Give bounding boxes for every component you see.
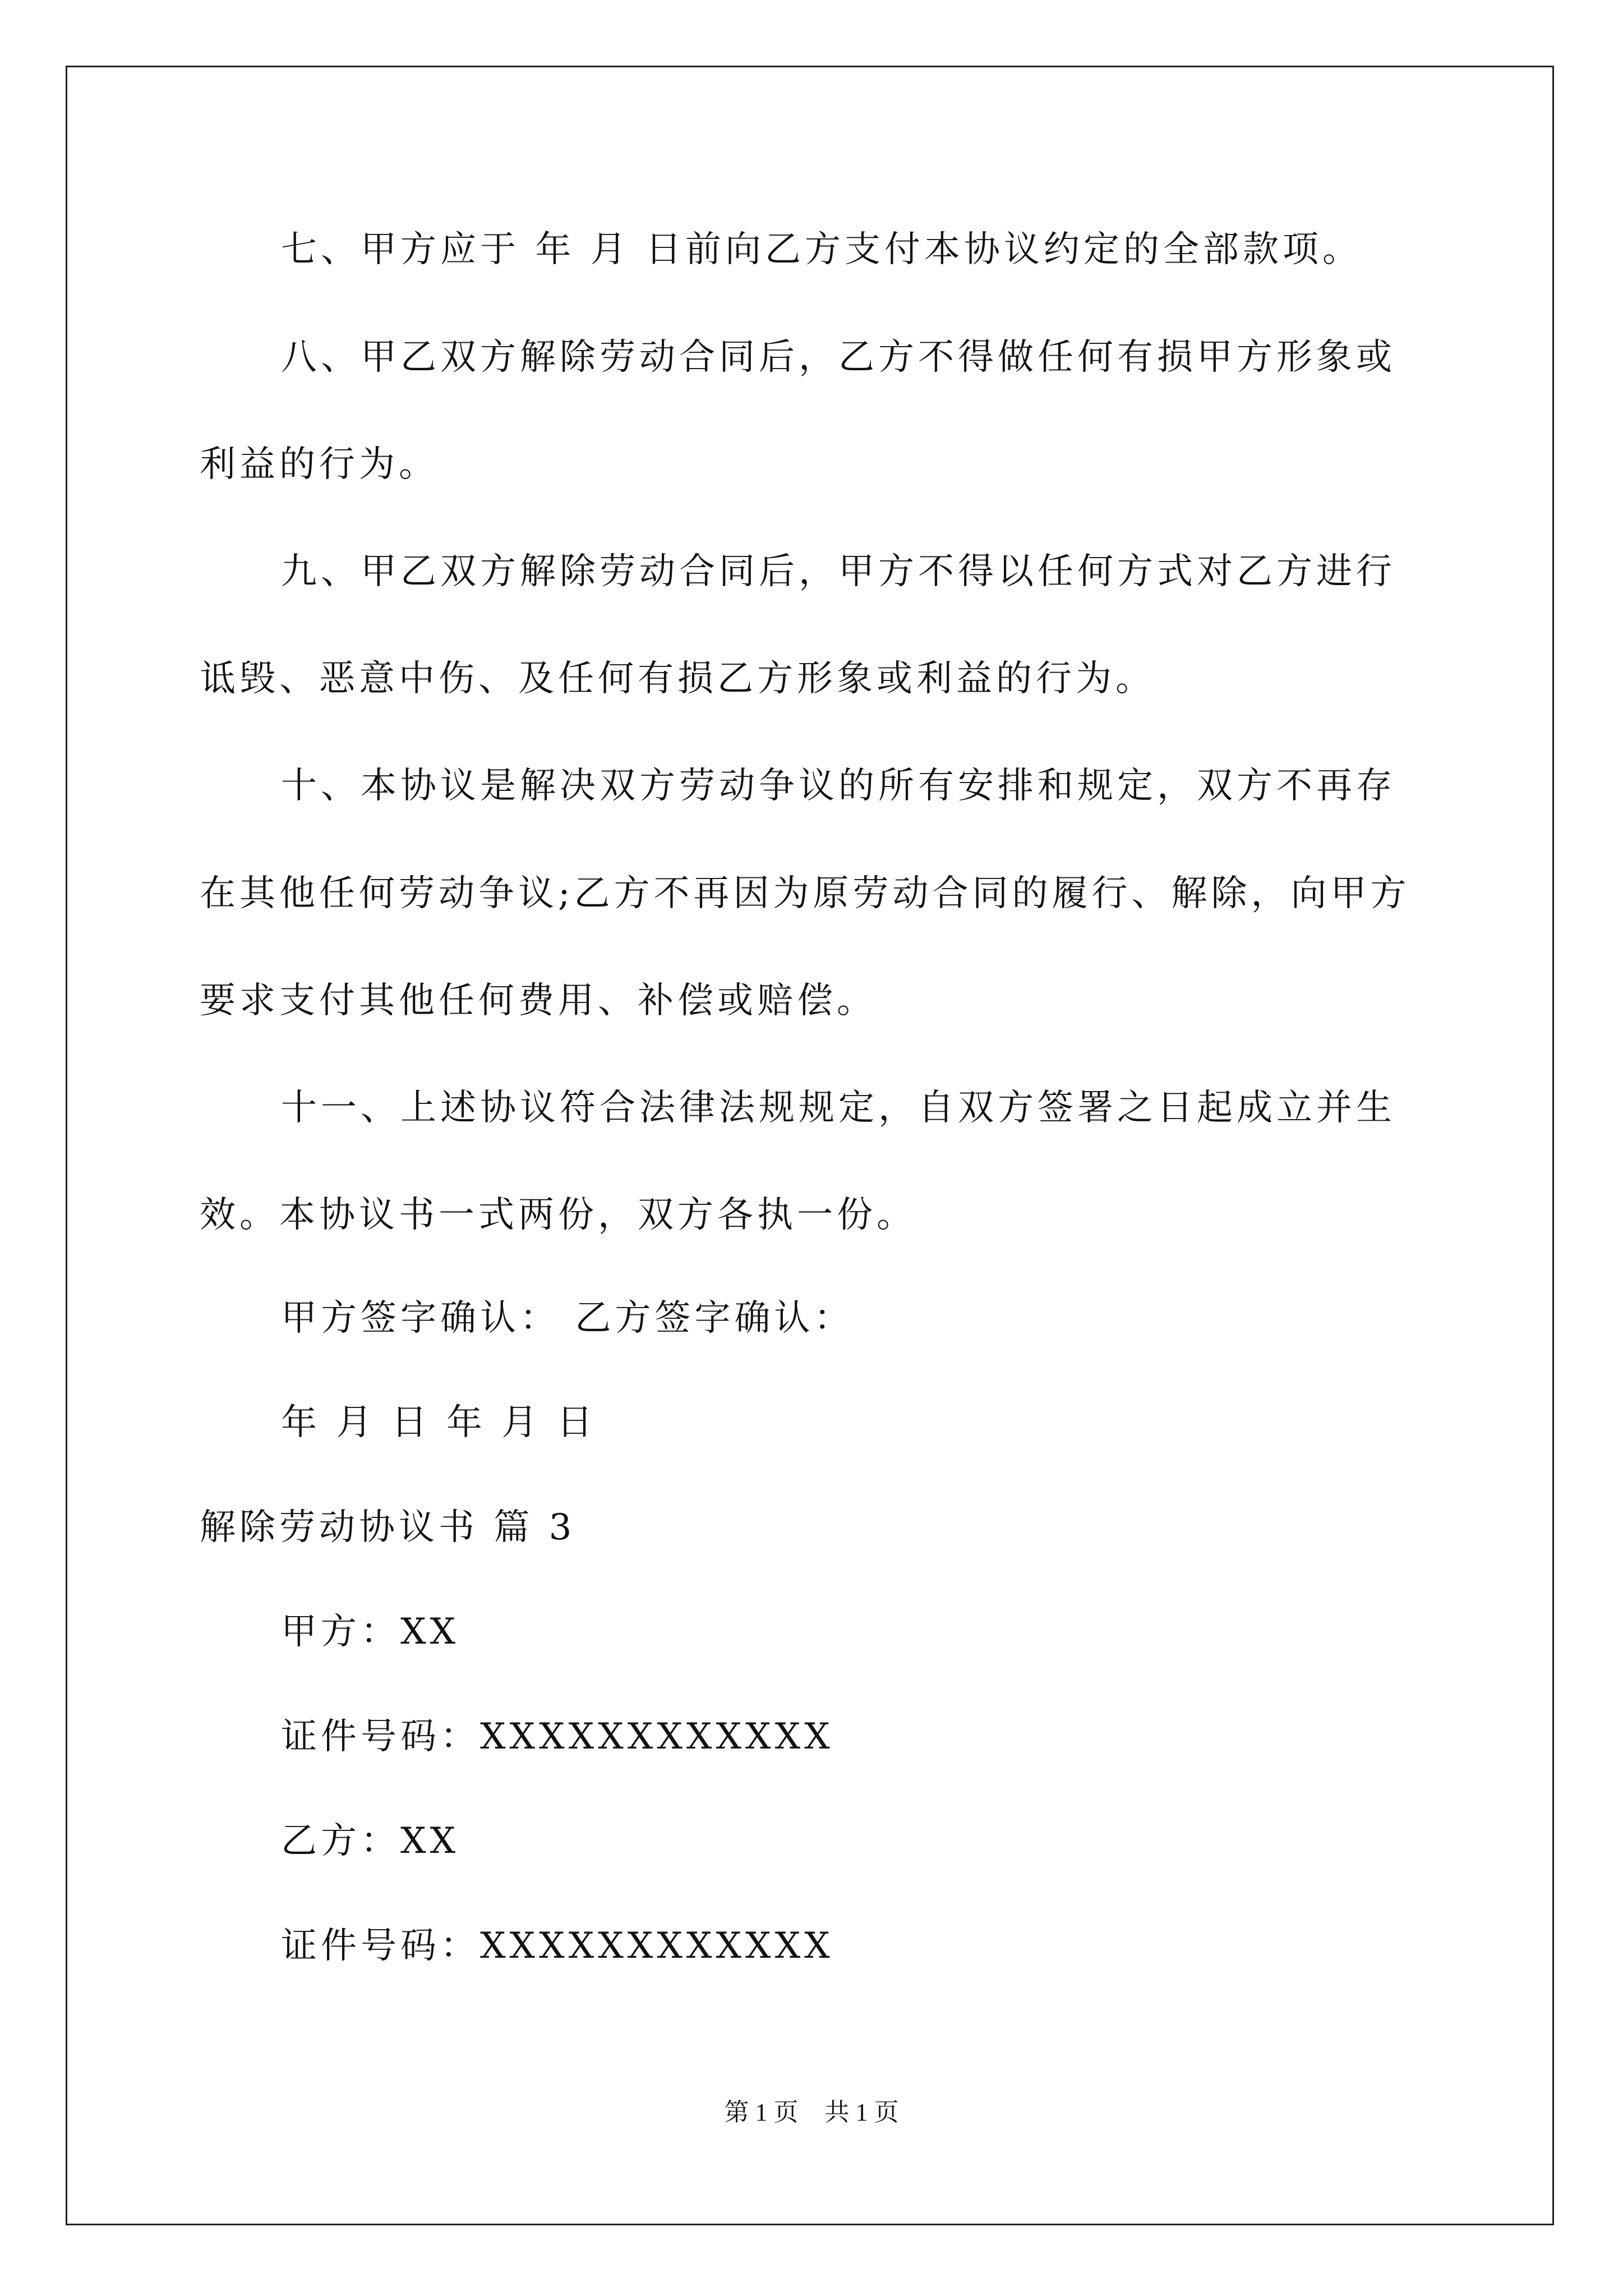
paragraph-line: 在其他任何劳动争议;乙方不再因为原劳动合同的履行、解除，向甲方 (200, 873, 1410, 914)
paragraph-line: 诋毁、恶意中伤、及任何有损乙方形象或利益的行为。 (200, 658, 1155, 700)
paragraph-line: 九、甲乙双方解除劳动合同后，甲方不得以任何方式对乙方进行 (281, 551, 1396, 592)
paragraph-line: 要求支付其他任何费用、补偿或赔偿。 (200, 980, 877, 1022)
paragraph-line: 利益的行为。 (200, 444, 439, 485)
date-line: 年 月 日 年 月 日 (281, 1402, 597, 1443)
section-heading: 解除劳动协议书 篇 3 (200, 1507, 576, 1548)
paragraph-line: 十、本协议是解决双方劳动争议的所有安排和规定，双方不再存 (281, 765, 1396, 807)
signature-line: 甲方签字确认： 乙方签字确认： (281, 1297, 854, 1339)
page-footer (0, 2097, 1623, 2128)
paragraph-line: 七、甲方应于 年 月 日前向乙方支付本协议约定的全部款项。 (281, 229, 1363, 270)
id-number-line: 证件号码：XXXXXXXXXXXX (281, 1716, 834, 1757)
paragraph-line: 十一、上述协议符合法律法规规定，自双方签署之日起成立并生 (281, 1087, 1396, 1129)
page-number: 第 1 页 (724, 2099, 799, 2126)
id-number-line: 证件号码：XXXXXXXXXXXX (281, 1925, 834, 1967)
party-b-line: 乙方：XX (281, 1820, 460, 1862)
paragraph-line: 八、甲乙双方解除劳动合同后，乙方不得做任何有损甲方形象或 (281, 337, 1396, 378)
party-a-line: 甲方：XX (281, 1611, 460, 1653)
page-border (66, 66, 1554, 2225)
paragraph-line: 效。本协议书一式两份，双方各执一份。 (200, 1194, 916, 1236)
page-total: 共 1 页 (824, 2099, 899, 2126)
